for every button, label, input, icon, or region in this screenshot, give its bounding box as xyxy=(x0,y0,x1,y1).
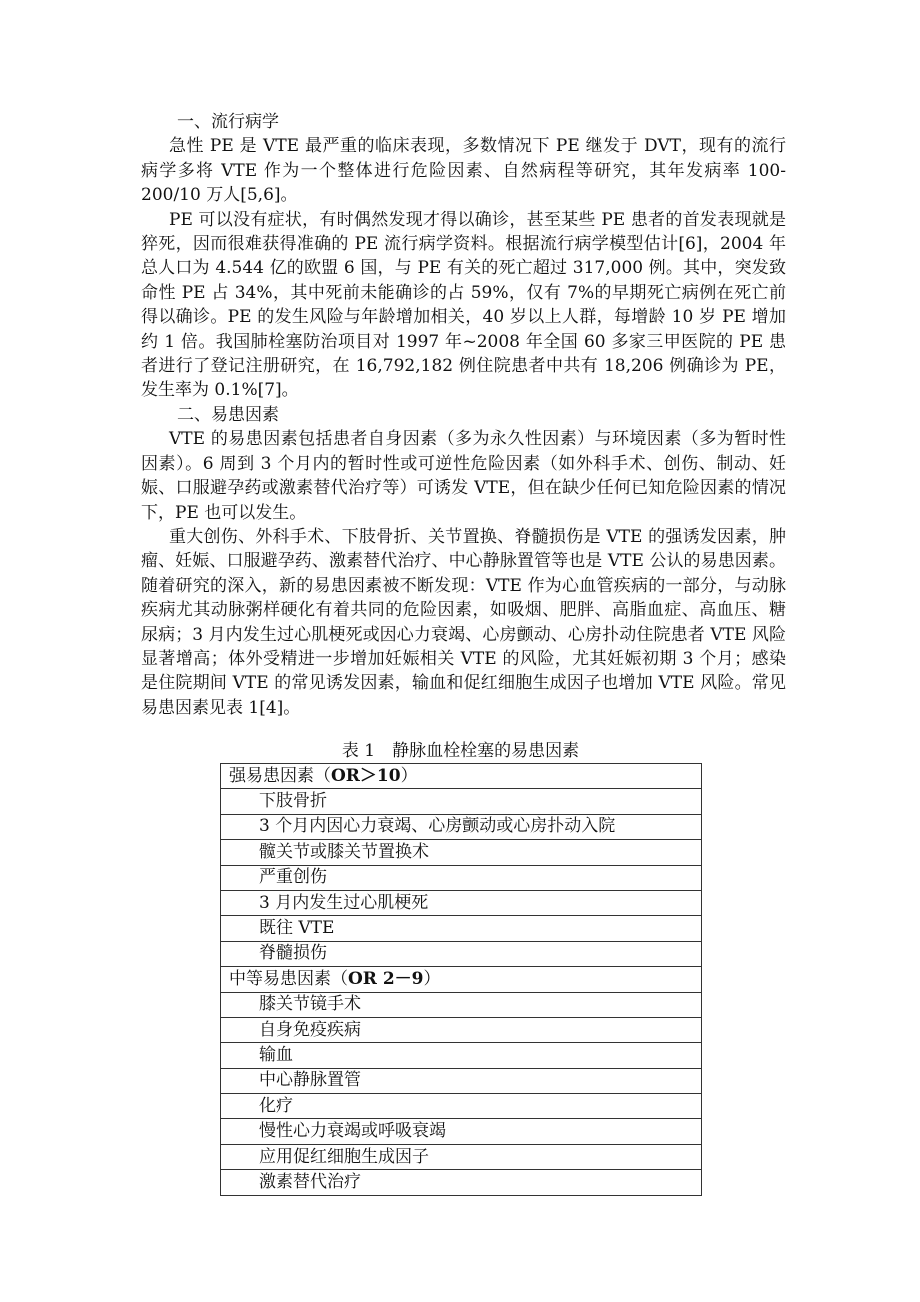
risk-factor-item: 脊髓损伤 xyxy=(221,941,702,966)
risk-factor-item: 膝关节镜手术 xyxy=(221,992,702,1017)
table-row xyxy=(221,1094,702,1119)
risk-factor-item: 慢性心力衰竭或呼吸衰竭 xyxy=(221,1119,702,1144)
body-text xyxy=(141,110,786,720)
table-category-row xyxy=(221,764,702,789)
paragraph: 重大创伤、外科手术、下肢骨折、关节置换、脊髓损伤是 VTE 的强诱发因素，肿瘤、妊娠、口服避孕药、激素替代治疗、中心静脉置管等也是 VTE 公认的易患因素。随着研究的深入，新的易患因素被不断发现：VTE 作为心血管疾病的一部分，与动脉疾病尤其动脉粥样硬化有着共同的危险因素，如吸烟、肥胖、高脂血症、高血压、糖尿病；3 月内发生过心肌梗死或因心力衰竭、心房颤动、心房扑动住院患者 VTE 风险显著增高；体外受精进一步增加妊娠相关 VTE 的风险，尤其妊娠初期 3 个月；感染是住院期间 VTE 的常见诱发因素，输血和促红细胞生成因子也增加 VTE 风险。常见易患因素见表 1[4]。 xyxy=(141,526,786,718)
table-caption: 表 1 静脉血栓栓塞的易患因素 xyxy=(341,741,580,761)
risk-factor-item: 3 月内发生过心肌梗死 xyxy=(221,890,702,915)
risk-factor-item: 髋关节或膝关节置换术 xyxy=(221,840,702,865)
table-row xyxy=(221,1119,702,1144)
table-row xyxy=(221,916,702,941)
table-category-row xyxy=(221,967,702,992)
paragraph: VTE 的易患因素包括患者自身因素（多为永久性因素）与环境因素（多为暂时性因素）。6 周到 3 个月内的暂时性或可逆性危险因素（如外科手术、创伤、制动、妊娠、口服避孕药或激素替代治疗等）可诱发 VTE，但在缺少任何已知危险因素的情况下，PE 也可以发生。 xyxy=(141,429,786,523)
risk-factor-item: 应用促红细胞生成因子 xyxy=(221,1144,702,1169)
risk-factor-item: 下肢骨折 xyxy=(221,789,702,814)
category-label: 强易患因素（OR＞10） xyxy=(221,764,702,789)
paragraph: 急性 PE 是 VTE 最严重的临床表现，多数情况下 PE 继发于 DVT，现有的流行病学多将 VTE 作为一个整体进行危险因素、自然病程等研究，其年发病率 100-200/10 万人[5,6]。 xyxy=(141,136,786,206)
table-row xyxy=(221,890,702,915)
risk-factor-item: 输血 xyxy=(221,1043,702,1068)
table-row xyxy=(221,1043,702,1068)
table-row xyxy=(221,840,702,865)
risk-factor-item: 中心静脉置管 xyxy=(221,1068,702,1093)
table-row xyxy=(221,941,702,966)
table-row xyxy=(221,789,702,814)
risk-factor-table xyxy=(220,763,702,1196)
table-row xyxy=(221,992,702,1017)
table-row xyxy=(221,814,702,839)
risk-factor-item: 既往 VTE xyxy=(221,916,702,941)
risk-factor-item: 自身免疫疾病 xyxy=(221,1017,702,1042)
table-row xyxy=(221,1144,702,1169)
table-row xyxy=(221,1170,702,1195)
risk-factor-item: 化疗 xyxy=(221,1094,702,1119)
risk-factor-item: 严重创伤 xyxy=(221,865,702,890)
risk-factor-item: 3 个月内因心力衰竭、心房颤动或心房扑动入院 xyxy=(221,814,702,839)
section-heading-risk-factors: 二、易患因素 xyxy=(177,404,279,425)
category-label: 中等易患因素（OR 2－9） xyxy=(221,967,702,992)
table-row xyxy=(221,1068,702,1093)
section-heading-epidemiology: 一、流行病学 xyxy=(177,112,279,132)
paragraph: PE 可以没有症状，有时偶然发现才得以确诊，甚至某些 PE 患者的首发表现就是猝死，因而很难获得准确的 PE 流行病学资料。根据流行病学模型估计[6]，2004 年总人口为 4.544 亿的欧盟 6 国，与 PE 有关的死亡超过 317,000 例。其中，突发致命性 PE 占 34%，其中死前未能确诊的占 59%，仅有 7%的早期死亡病例在死亡前得以确诊。PE 的发生风险与年龄增加相关，40 岁以上人群，每增龄 10 岁 PE 增加约 1 倍。我国肺栓塞防治项目对 1997 年~2008 年全国 60 多家三甲医院的 PE 患者进行了登记注册研究，在 16,792,182 例住院患者中共有 18,206 例确诊为 PE，发生率为 0.1%[7]。 xyxy=(141,209,786,401)
table-row xyxy=(221,1017,702,1042)
table-row xyxy=(221,865,702,890)
risk-factor-item: 激素替代治疗 xyxy=(221,1170,702,1195)
